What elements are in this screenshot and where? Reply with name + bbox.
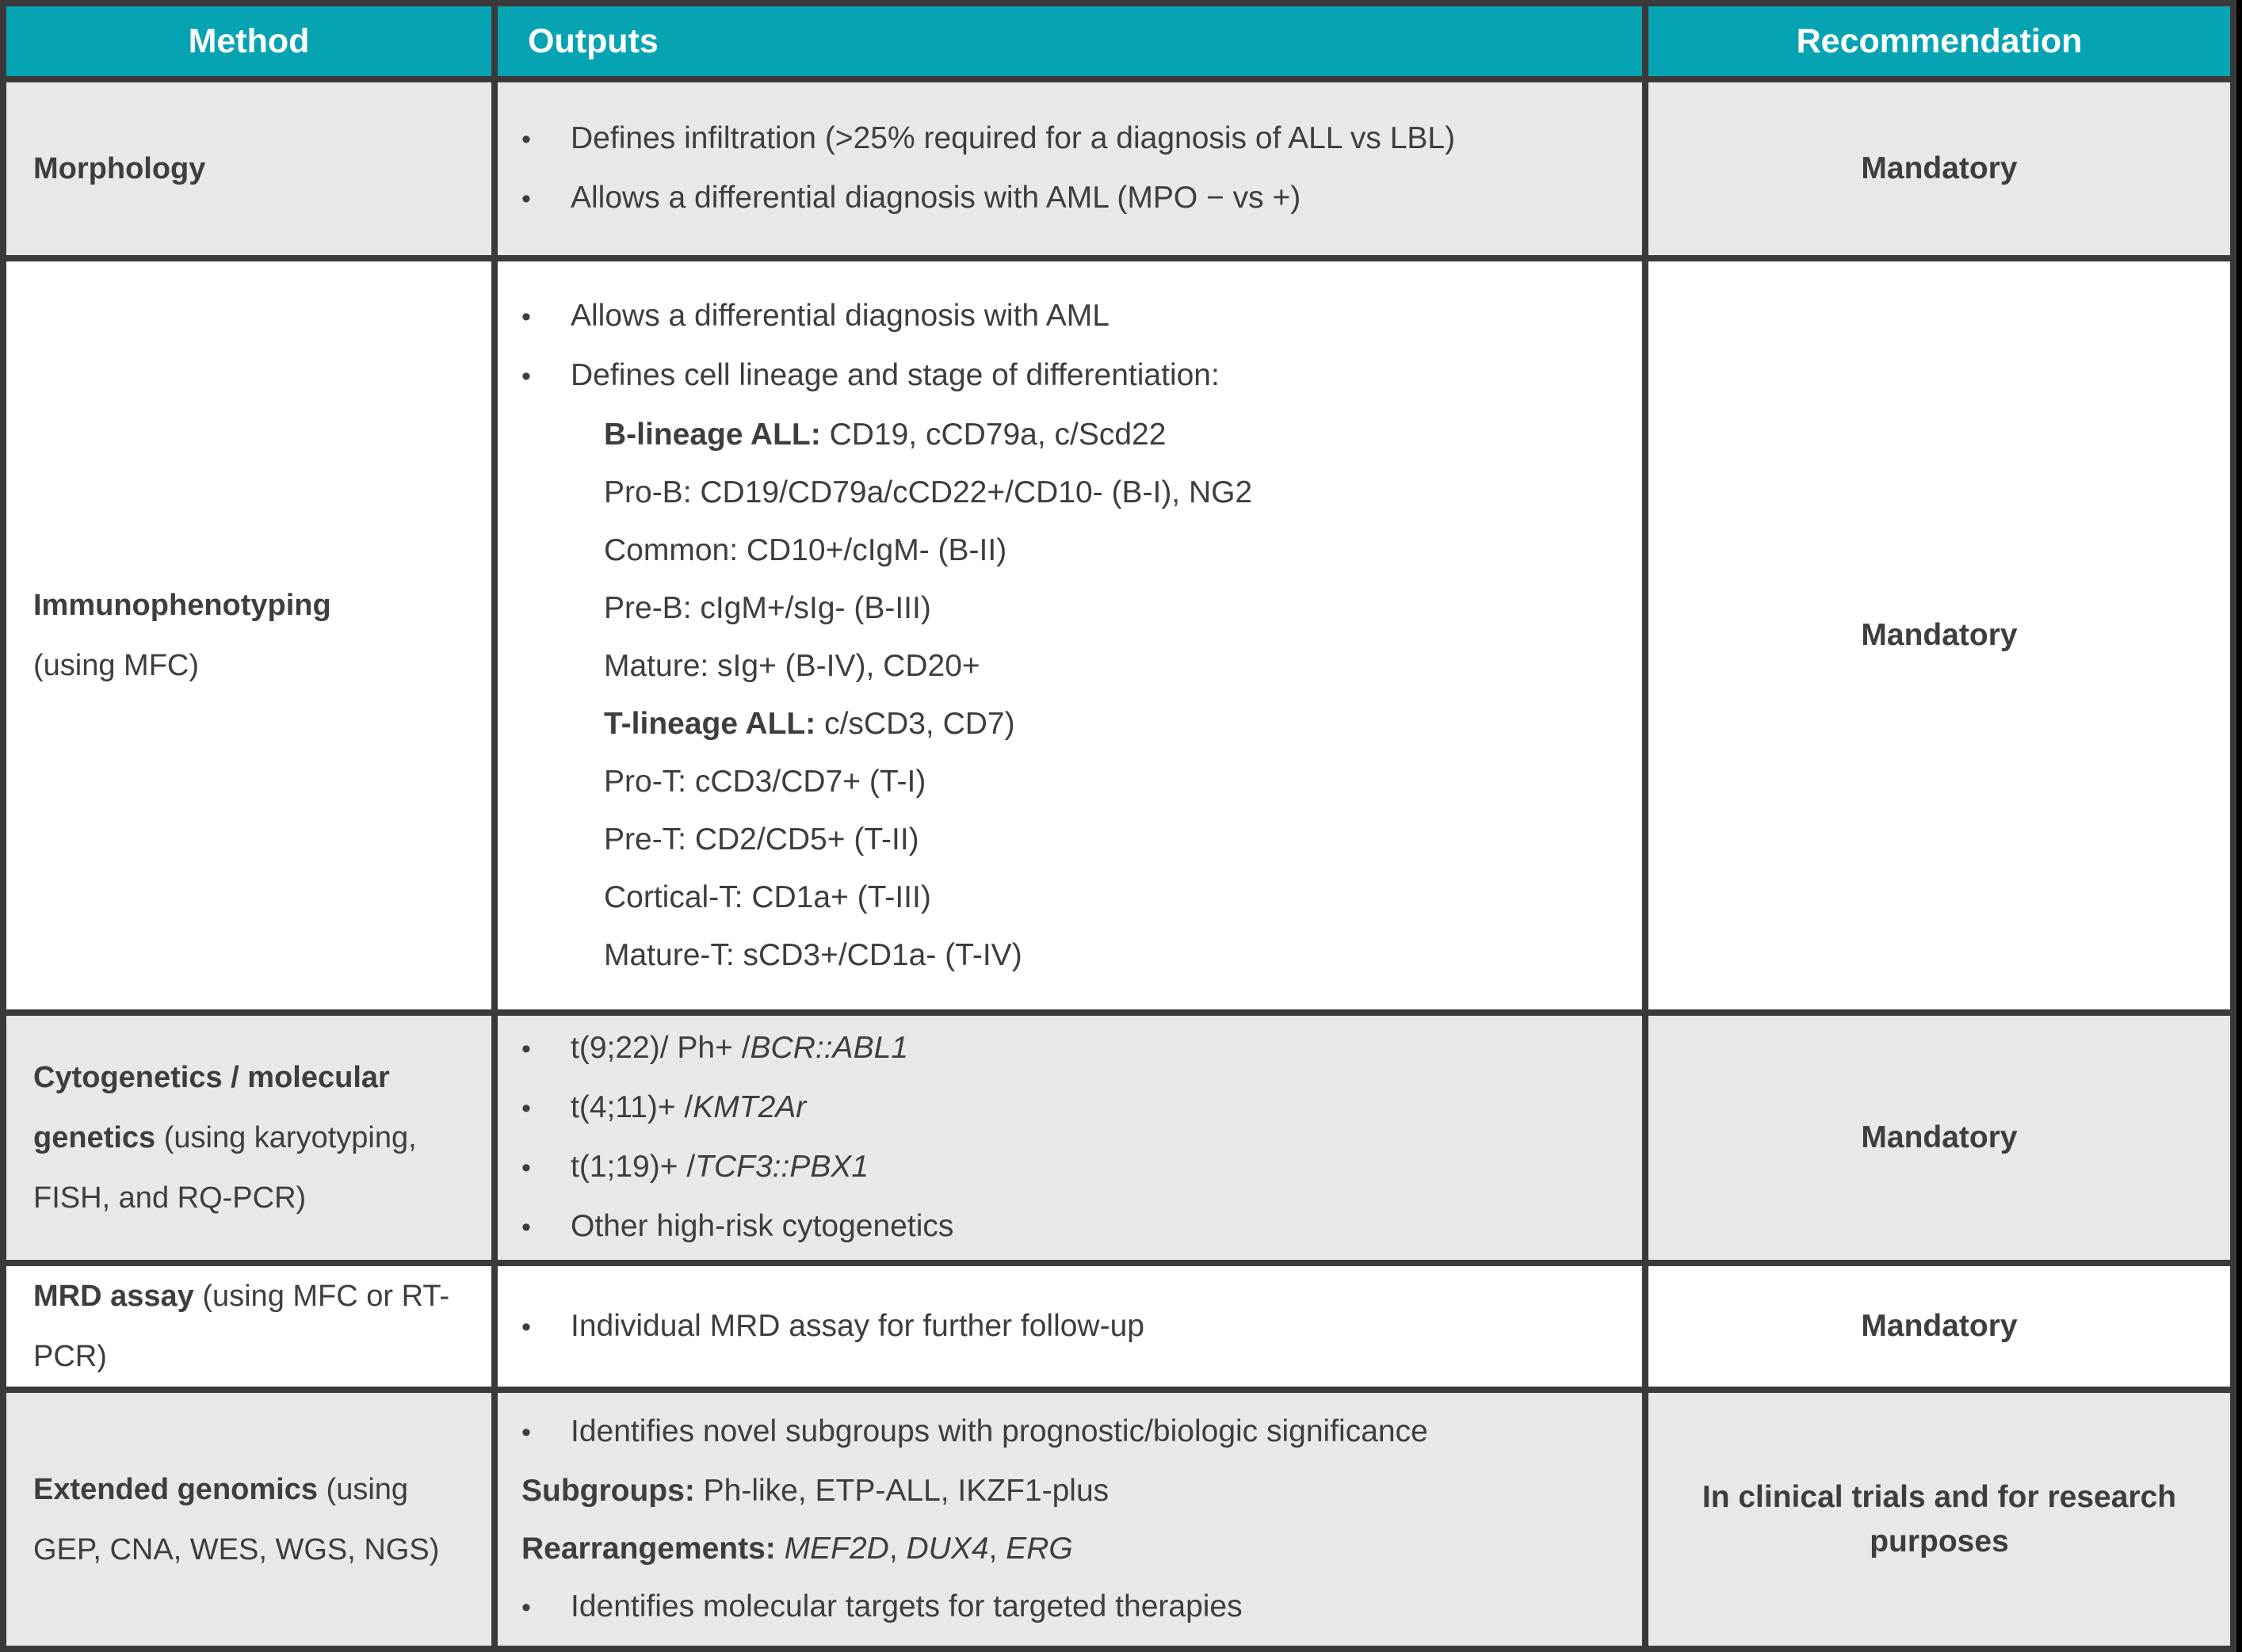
output-line: • Defines cell lineage and stage of differentiation: [498, 346, 1642, 406]
output-line: B-lineage ALL: CD19, cCD79a, c/Scd22 [604, 418, 1167, 452]
output-line: Pro-T: cCD3/CD7+ (T-I) [604, 765, 926, 799]
output-line: • Identifies novel subgroups with prognostic/biologic significance [498, 1402, 1642, 1462]
output-line: • Allows a differential diagnosis with AML [498, 287, 1642, 346]
method-label: Extended genomics [33, 1472, 318, 1506]
outputs-cell [498, 1266, 1642, 1387]
method-sublabel: (using MFC) [33, 649, 200, 682]
method-cell [6, 261, 491, 1009]
method-label: Morphology [33, 152, 206, 185]
output-line: Common: CD10+/cIgM- (B-II) [604, 533, 1007, 567]
output-line: Pre-B: cIgM+/sIg- (B-III) [604, 591, 931, 625]
method-sublabel: (using GEP, CNA, WES, WGS, NGS) [33, 1472, 440, 1566]
output-line: • Allows a differential diagnosis with AML (MPO − vs +) [498, 169, 1642, 228]
outputs-cell [498, 1016, 1642, 1260]
column-header-method: Method [6, 6, 491, 76]
method-cell [6, 1393, 491, 1646]
output-line: • Identifies molecular targets for targeted therapies [498, 1578, 1642, 1637]
column-header-outputs: Outputs [498, 6, 1642, 76]
method-cell [6, 1266, 491, 1387]
outputs-cell [498, 261, 1642, 1009]
method-label: Immunophenotyping [33, 589, 331, 622]
method-cell [6, 1016, 491, 1260]
output-line: • Defines infiltration (>25% required for a diagnosis of ALL vs LBL) [498, 109, 1642, 169]
output-line: Mature: sIg+ (B-IV), CD20+ [604, 649, 980, 683]
recommendation-cell: Mandatory [1648, 82, 2230, 255]
output-line: • t(9;22)/ Ph+ / BCR::ABL1 [498, 1019, 1642, 1078]
output-line: • Individual MRD assay for further follow-up [498, 1297, 1642, 1356]
method-cell [6, 82, 491, 255]
output-line: Subgroups: Ph-like, ETP-ALL, IKZF1-plus [521, 1473, 1110, 1508]
row-extended-genomics [6, 1393, 2230, 1646]
method-sublabel: (using karyotyping, FISH, and RQ-PCR) [33, 1121, 417, 1215]
recommendation-cell: In clinical trials and for research purposes [1648, 1393, 2230, 1646]
row-morphology [6, 82, 2230, 255]
output-line: Cortical-T: CD1a+ (T-III) [604, 880, 931, 914]
output-line: • Other high-risk cytogenetics [498, 1197, 1642, 1257]
outputs-cell [498, 1393, 1642, 1646]
row-cytogenetics [6, 1016, 2230, 1260]
table-header-row [6, 6, 2230, 76]
method-sublabel: (using MFC or RT-PCR) [33, 1280, 450, 1373]
outputs-cell [498, 82, 1642, 255]
output-line: T-lineage ALL: c/sCD3, CD7) [604, 707, 1015, 741]
method-label: MRD assay [33, 1280, 194, 1313]
row-immunophenotyping [6, 261, 2230, 1009]
recommendation-cell: Mandatory [1648, 1266, 2230, 1387]
output-line: Mature-T: sCD3+/CD1a- (T-IV) [604, 938, 1022, 972]
output-line: • t(4;11)+ / KMT2Ar [498, 1078, 1642, 1138]
recommendation-cell: Mandatory [1648, 1016, 2230, 1260]
output-line: Rearrangements: MEF2D, DUX4, ERG [521, 1531, 1073, 1566]
output-line: Pre-T: CD2/CD5+ (T-II) [604, 822, 919, 857]
output-line: Pro-B: CD19/CD79a/cCD22+/CD10- (B-I), NG2 [604, 475, 1253, 509]
column-header-recommendation: Recommendation [1648, 6, 2230, 76]
row-mrd-assay [6, 1266, 2230, 1387]
recommendation-cell: Mandatory [1648, 261, 2230, 1009]
output-line: • t(1;19)+ / TCF3::PBX1 [498, 1138, 1642, 1197]
method-label: Cytogenetics / molecular genetics [33, 1061, 390, 1154]
